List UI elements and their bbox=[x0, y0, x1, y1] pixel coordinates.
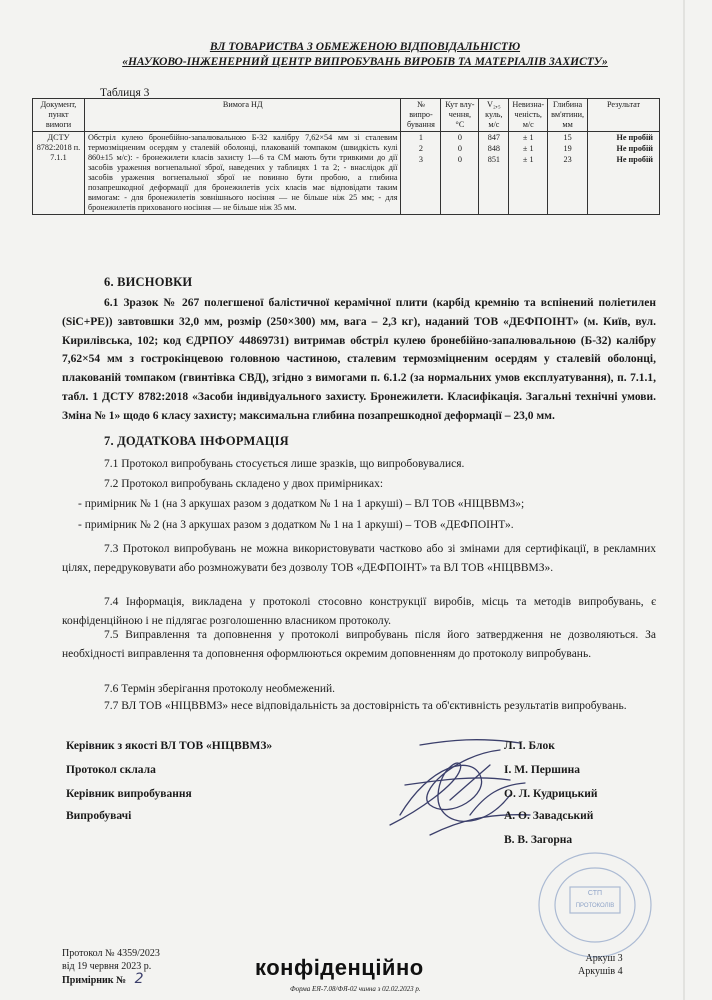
signature-row bbox=[66, 788, 626, 804]
result-3: Не пробій bbox=[616, 155, 653, 164]
footer-right bbox=[578, 952, 623, 978]
th-angle: Кут влу-чення, °С bbox=[441, 99, 479, 132]
table-caption: Таблиця 3 bbox=[100, 87, 150, 99]
footer-left bbox=[62, 947, 160, 987]
num-2: 2 bbox=[418, 144, 424, 153]
para-7-4-block bbox=[62, 593, 656, 631]
th-req: Вимога НД bbox=[84, 99, 401, 132]
conclusion-text: 6.1 Зразок № 267 полегшеної балістичної керамічної плити (карбід кремнію та вспінений поліетилен (SiC+PE)) завтовшки 32,0 мм, розмір (250×300) мм, вага – 2,3 кг), наданий ТОВ «ДЕФПОІНТ» (м. Київ, вул. Кирилівська, 102; код ЄДРПОУ 44869731) витримав обстріл кулею бронебійно-запалювальною (Б-32) калібру 7,62×54 мм з гострокінцевою головною частиною, сталевим термозміцненим осердям у сталевій оболонці, плакованій томпаком (гвинтівка СВД), згідно з вимогами п. 6.1.2 (за нормальних умов експлуатування), п. 7.1.1, табл. 1 ДСТУ 8782:2018 «Засоби індивідуального захисту. Бронежилети. Класифікація. Загальні технічні умови. Зміна № 1» щодо 6 класу захисту; максимальна глибина позапрешкодної деформації – 23,0 мм. bbox=[62, 297, 656, 422]
page-edge bbox=[683, 0, 685, 1000]
signature-name: Л. І. Блок bbox=[504, 740, 555, 752]
angle-3: 0 bbox=[457, 155, 462, 164]
th-depth: Глибина вм'ятини, мм bbox=[548, 99, 588, 132]
signature-role: Випробувачі bbox=[66, 810, 132, 822]
cell-requirement: Обстріл кулею бронебійно-запалювальною Б-32 калібру 7,62×54 мм зі сталевим термозміцненим осердям у сталевій оболонці, плакованій томпаком (швидкість кулі 860±15 м/с): - бронежилети класів захисту 1—6 та СМ мають бути тривкими до дії засобів ураження вогнепальної зброї, наведених у таблицях 1 та 2; - внаслідок дії засобів ураження вогнепальної зброї не повинно бути пробою, а глибина позапрешкодної деформації для бронежилетів усіх класів має відповідати таким вимогам: - для бронежилетів зовнішнього носіння — не більше ніж 25 мм; - для бронежилетів прихованого носіння — не більше ніж 35 мм. bbox=[84, 132, 401, 215]
para-7-2: 7.2 Протокол випробувань складено у двох примірниках: bbox=[104, 478, 384, 490]
th-num: № випро-бування bbox=[401, 99, 441, 132]
section-7-title: 7. ДОДАТКОВА ІНФОРМАЦІЯ bbox=[104, 434, 289, 448]
v-2: 848 bbox=[487, 144, 500, 153]
unc-2: ± 1 bbox=[522, 144, 534, 153]
signature-row bbox=[66, 740, 626, 756]
cell-angle bbox=[441, 132, 479, 215]
para-7-3: 7.3 Протокол випробувань не можна використовувати частково або зі змінами для сертифікації, в рекламних цілях, передруковувати або розмножувати без дозволу ТОВ «ДЕФПОІНТ» та ВЛ ТОВ «НІЦВВМЗ». bbox=[62, 543, 656, 574]
table-row bbox=[33, 132, 660, 215]
signature-role: Керівник випробування bbox=[66, 788, 192, 800]
result-2: Не пробій bbox=[616, 144, 653, 153]
cell-unc bbox=[509, 132, 548, 215]
unc-1: ± 1 bbox=[522, 133, 534, 142]
footer-protocol: Протокол № 4359/2023 bbox=[62, 948, 160, 959]
signature-name: В. В. Загорна bbox=[504, 834, 573, 846]
stamp-seal bbox=[530, 845, 660, 965]
header-line-2: «НАУКОВО-ІНЖЕНЕРНИЙ ЦЕНТР ВИПРОБУВАНЬ ВИРОБІВ ТА МАТЕРІАЛІВ ЗАХИСТУ» bbox=[122, 56, 608, 68]
document-header bbox=[60, 40, 670, 70]
signature-role: Протокол склала bbox=[66, 764, 156, 776]
th-v: V₂,₅ куль, м/с bbox=[479, 99, 509, 132]
signature-role: Керівник з якості ВЛ ТОВ «НІЦВВМЗ» bbox=[66, 740, 273, 752]
signature-row bbox=[66, 764, 626, 780]
para-7-4: 7.4 Інформація, викладена у протоколі стосовно конструкції виробів, місць та методів випробувань, є конфіденційною і не підлягає розголошенню власником протоколу. bbox=[62, 596, 656, 627]
th-result: Результат bbox=[588, 99, 660, 132]
num-1: 1 bbox=[418, 133, 424, 142]
th-unc: Невизна-ченість, м/с bbox=[509, 99, 548, 132]
signature-name: І. М. Першина bbox=[504, 764, 580, 776]
signature-name: О. Л. Кудрицький bbox=[504, 788, 598, 800]
para-7-7: 7.7 ВЛ ТОВ «НІЦВВМЗ» несе відповідальність за достовірність та об'єктивність результатів випробувань. bbox=[104, 700, 627, 712]
form-code: Форма ЕЯ-7.08/ФЯ-02 чинна з 02.02.2023 р. bbox=[290, 985, 421, 993]
depth-1: 15 bbox=[563, 133, 572, 142]
para-7-6: 7.6 Термін зберігання протоколу необмежений. bbox=[104, 683, 336, 695]
depth-3: 23 bbox=[563, 155, 572, 164]
para-7-5-block bbox=[62, 626, 656, 664]
signature-name: А. О. Завадський bbox=[504, 810, 594, 822]
cell-v bbox=[479, 132, 509, 215]
sheet-number: Аркуш 3 bbox=[585, 953, 623, 964]
para-7-1: 7.1 Протокол випробувань стосується лише зразків, що випробовувалися. bbox=[104, 458, 465, 470]
cell-depth bbox=[548, 132, 588, 215]
header-line-1: ВЛ ТОВАРИСТВА З ОБМЕЖЕНОЮ ВІДПОВІДАЛЬНІСТЮ bbox=[209, 41, 521, 53]
th-doc: Документ, пункт вимоги bbox=[33, 99, 85, 132]
copy-number: 2 bbox=[134, 971, 144, 987]
svg-text:СТП: СТП bbox=[587, 890, 603, 897]
angle-2: 0 bbox=[457, 144, 462, 153]
footer-date: від 19 червня 2023 р. bbox=[62, 961, 152, 972]
stamp-text: ПРОТОКОЛІВ bbox=[575, 903, 615, 909]
result-1: Не пробій bbox=[616, 133, 653, 142]
cell-num bbox=[401, 132, 441, 215]
sheets-total: Аркушів 4 bbox=[578, 966, 623, 977]
cell-result bbox=[588, 132, 660, 215]
copy-1: - примірник № 1 (на 3 аркушах разом з додатком № 1 на 1 аркуші) – ВЛ ТОВ «НІЦВВМЗ»; bbox=[78, 498, 525, 510]
section-6-text bbox=[62, 294, 656, 426]
unc-3: ± 1 bbox=[522, 155, 534, 164]
depth-2: 19 bbox=[563, 144, 572, 153]
section-6-title: 6. ВИСНОВКИ bbox=[104, 275, 193, 289]
v-1: 847 bbox=[487, 133, 500, 142]
para-7-5: 7.5 Виправлення та доповнення у протоколі випробувань після його затвердження не дозволяються. За необхідності виправлення та доповнення оформлюються окремим доповненням до протоколу випробувань. bbox=[62, 629, 656, 660]
signature-row bbox=[66, 810, 626, 826]
table-header-row bbox=[33, 99, 660, 132]
v-3: 851 bbox=[487, 155, 500, 164]
copy-2: - примірник № 2 (на 3 аркушах разом з додатком № 1 на 1 аркуші) – ТОВ «ДЕФПОІНТ». bbox=[78, 519, 514, 531]
num-3: 3 bbox=[418, 155, 424, 164]
para-7-3-block bbox=[62, 540, 656, 578]
requirements-table bbox=[32, 98, 660, 215]
angle-1: 0 bbox=[457, 133, 462, 142]
footer-copy bbox=[62, 973, 160, 987]
cell-doc: ДСТУ 8782:2018 п. 7.1.1 bbox=[33, 132, 85, 215]
para-7-7-block bbox=[62, 697, 656, 716]
copy-label: Примірник № bbox=[62, 975, 127, 986]
confidential-mark: конфіденційно bbox=[255, 955, 424, 980]
